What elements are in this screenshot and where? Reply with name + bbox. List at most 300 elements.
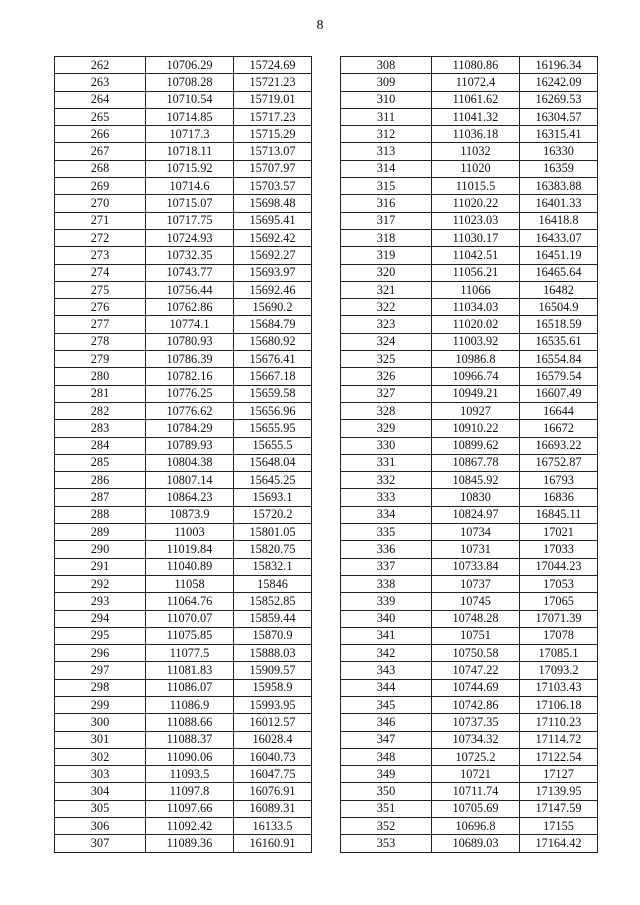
y-coordinate-cell: 16315.41 (520, 126, 598, 143)
point-number-cell: 287 (55, 489, 146, 506)
y-coordinate-cell: 16089.31 (234, 800, 312, 817)
y-coordinate-cell: 16359 (520, 160, 598, 177)
point-number-cell: 285 (55, 454, 146, 471)
y-coordinate-cell: 17071.39 (520, 610, 598, 627)
table-row (341, 818, 598, 835)
x-coordinate-cell: 10747.22 (432, 662, 520, 679)
y-coordinate-cell: 15717.23 (234, 108, 312, 125)
table-row (341, 454, 598, 471)
y-coordinate-cell: 16269.53 (520, 91, 598, 108)
y-coordinate-cell: 16518.59 (520, 316, 598, 333)
table-row (341, 662, 598, 679)
x-coordinate-cell: 11072.4 (432, 74, 520, 91)
table-row (341, 195, 598, 212)
table-row (55, 783, 312, 800)
y-coordinate-cell: 17110.23 (520, 714, 598, 731)
x-coordinate-cell: 11077.5 (146, 645, 234, 662)
x-coordinate-cell: 11097.66 (146, 800, 234, 817)
point-number-cell: 296 (55, 645, 146, 662)
point-number-cell: 298 (55, 679, 146, 696)
x-coordinate-cell: 10750.58 (432, 645, 520, 662)
y-coordinate-cell: 17085.1 (520, 645, 598, 662)
x-coordinate-cell: 10966.74 (432, 368, 520, 385)
point-number-cell: 268 (55, 160, 146, 177)
x-coordinate-cell: 10748.28 (432, 610, 520, 627)
x-coordinate-cell: 10718.11 (146, 143, 234, 160)
x-coordinate-cell: 10743.77 (146, 264, 234, 281)
y-coordinate-cell: 16040.73 (234, 748, 312, 765)
point-number-cell: 338 (341, 575, 432, 592)
point-number-cell: 332 (341, 472, 432, 489)
x-coordinate-cell: 10714.6 (146, 178, 234, 195)
y-coordinate-cell: 15852.85 (234, 593, 312, 610)
y-coordinate-cell: 17093.2 (520, 662, 598, 679)
y-coordinate-cell: 15721.23 (234, 74, 312, 91)
table-row (55, 524, 312, 541)
point-number-cell: 291 (55, 558, 146, 575)
table-row (341, 74, 598, 91)
table-row (341, 229, 598, 246)
y-coordinate-cell: 15703.57 (234, 178, 312, 195)
table-row (55, 351, 312, 368)
table-row (341, 91, 598, 108)
y-coordinate-cell: 17139.95 (520, 783, 598, 800)
point-number-cell: 283 (55, 420, 146, 437)
x-coordinate-cell: 10744.69 (432, 679, 520, 696)
coordinates-table-left (54, 56, 312, 853)
y-coordinate-cell: 15684.79 (234, 316, 312, 333)
table-row (341, 368, 598, 385)
x-coordinate-cell: 11088.37 (146, 731, 234, 748)
y-coordinate-cell: 15698.48 (234, 195, 312, 212)
y-coordinate-cell: 16535.61 (520, 333, 598, 350)
x-coordinate-cell: 11040.89 (146, 558, 234, 575)
y-coordinate-cell: 17122.54 (520, 748, 598, 765)
table-row (341, 835, 598, 852)
y-coordinate-cell: 16012.57 (234, 714, 312, 731)
y-coordinate-cell: 15888.03 (234, 645, 312, 662)
x-coordinate-cell: 10715.07 (146, 195, 234, 212)
y-coordinate-cell: 16845.11 (520, 506, 598, 523)
y-coordinate-cell: 16579.54 (520, 368, 598, 385)
point-number-cell: 336 (341, 541, 432, 558)
table-row (341, 316, 598, 333)
y-coordinate-cell: 15667.18 (234, 368, 312, 385)
y-coordinate-cell: 16028.4 (234, 731, 312, 748)
table-row (55, 472, 312, 489)
y-coordinate-cell: 15695.41 (234, 212, 312, 229)
y-coordinate-cell: 15655.95 (234, 420, 312, 437)
point-number-cell: 267 (55, 143, 146, 160)
table-row (341, 731, 598, 748)
table-row (341, 524, 598, 541)
point-number-cell: 351 (341, 800, 432, 817)
table-row (341, 385, 598, 402)
x-coordinate-cell: 11089.36 (146, 835, 234, 852)
table-row (341, 212, 598, 229)
x-coordinate-cell: 10762.86 (146, 299, 234, 316)
point-number-cell: 302 (55, 748, 146, 765)
point-number-cell: 297 (55, 662, 146, 679)
y-coordinate-cell: 15656.96 (234, 402, 312, 419)
x-coordinate-cell: 11070.07 (146, 610, 234, 627)
point-number-cell: 289 (55, 524, 146, 541)
table-row (55, 402, 312, 419)
y-coordinate-cell: 15680.92 (234, 333, 312, 350)
table-row (341, 333, 598, 350)
table-row (341, 610, 598, 627)
y-coordinate-cell: 16465.64 (520, 264, 598, 281)
point-number-cell: 324 (341, 333, 432, 350)
table-row (55, 264, 312, 281)
y-coordinate-cell: 16504.9 (520, 299, 598, 316)
y-coordinate-cell: 15719.01 (234, 91, 312, 108)
y-coordinate-cell: 17106.18 (520, 696, 598, 713)
x-coordinate-cell: 11093.5 (146, 766, 234, 783)
point-number-cell: 270 (55, 195, 146, 212)
point-number-cell: 272 (55, 229, 146, 246)
x-coordinate-cell: 11041.32 (432, 108, 520, 125)
y-coordinate-cell: 17044.23 (520, 558, 598, 575)
table-row (55, 57, 312, 74)
y-coordinate-cell: 16330 (520, 143, 598, 160)
table-row (341, 558, 598, 575)
point-number-cell: 282 (55, 402, 146, 419)
point-number-cell: 273 (55, 247, 146, 264)
y-coordinate-cell: 16451.19 (520, 247, 598, 264)
point-number-cell: 263 (55, 74, 146, 91)
table-row (341, 748, 598, 765)
x-coordinate-cell: 10780.93 (146, 333, 234, 350)
point-number-cell: 328 (341, 402, 432, 419)
y-coordinate-cell: 17033 (520, 541, 598, 558)
table-row (55, 454, 312, 471)
y-coordinate-cell: 16607.49 (520, 385, 598, 402)
y-coordinate-cell: 16433.07 (520, 229, 598, 246)
x-coordinate-cell: 10804.38 (146, 454, 234, 471)
y-coordinate-cell: 15801.05 (234, 524, 312, 541)
y-coordinate-cell: 16644 (520, 402, 598, 419)
x-coordinate-cell: 11090.06 (146, 748, 234, 765)
x-coordinate-cell: 10745 (432, 593, 520, 610)
table-row (341, 143, 598, 160)
y-coordinate-cell: 16076.91 (234, 783, 312, 800)
point-number-cell: 274 (55, 264, 146, 281)
table-row (341, 57, 598, 74)
y-coordinate-cell: 15707.97 (234, 160, 312, 177)
x-coordinate-cell: 11034.03 (432, 299, 520, 316)
table-row (55, 593, 312, 610)
x-coordinate-cell: 11086.9 (146, 696, 234, 713)
y-coordinate-cell: 16793 (520, 472, 598, 489)
table-row (55, 818, 312, 835)
point-number-cell: 305 (55, 800, 146, 817)
point-number-cell: 350 (341, 783, 432, 800)
table-row (55, 108, 312, 125)
x-coordinate-cell: 11032 (432, 143, 520, 160)
y-coordinate-cell: 16047.75 (234, 766, 312, 783)
point-number-cell: 318 (341, 229, 432, 246)
x-coordinate-cell: 10737.35 (432, 714, 520, 731)
point-number-cell: 304 (55, 783, 146, 800)
table-row (341, 472, 598, 489)
point-number-cell: 322 (341, 299, 432, 316)
y-coordinate-cell: 15648.04 (234, 454, 312, 471)
table-row (55, 368, 312, 385)
table-row (341, 506, 598, 523)
y-coordinate-cell: 15846 (234, 575, 312, 592)
table-row (55, 195, 312, 212)
x-coordinate-cell: 10756.44 (146, 281, 234, 298)
point-number-cell: 276 (55, 299, 146, 316)
point-number-cell: 346 (341, 714, 432, 731)
x-coordinate-cell: 10776.62 (146, 402, 234, 419)
point-number-cell: 321 (341, 281, 432, 298)
table-row (341, 766, 598, 783)
table-row (55, 766, 312, 783)
table-row (341, 714, 598, 731)
point-number-cell: 292 (55, 575, 146, 592)
table-row (341, 420, 598, 437)
table-row (55, 229, 312, 246)
y-coordinate-cell: 16418.8 (520, 212, 598, 229)
y-coordinate-cell: 15820.75 (234, 541, 312, 558)
y-coordinate-cell: 16752.87 (520, 454, 598, 471)
y-coordinate-cell: 16383.88 (520, 178, 598, 195)
y-coordinate-cell: 15720.2 (234, 506, 312, 523)
point-number-cell: 293 (55, 593, 146, 610)
table-row (55, 610, 312, 627)
table-row (55, 333, 312, 350)
y-coordinate-cell: 16242.09 (520, 74, 598, 91)
y-coordinate-cell: 15832.1 (234, 558, 312, 575)
table-row (341, 351, 598, 368)
point-number-cell: 349 (341, 766, 432, 783)
x-coordinate-cell: 11097.8 (146, 783, 234, 800)
y-coordinate-cell: 17103.43 (520, 679, 598, 696)
table-row (55, 714, 312, 731)
point-number-cell: 301 (55, 731, 146, 748)
y-coordinate-cell: 16554.84 (520, 351, 598, 368)
point-number-cell: 330 (341, 437, 432, 454)
x-coordinate-cell: 11003 (146, 524, 234, 541)
x-coordinate-cell: 10717.75 (146, 212, 234, 229)
x-coordinate-cell: 10696.8 (432, 818, 520, 835)
point-number-cell: 331 (341, 454, 432, 471)
x-coordinate-cell: 10899.62 (432, 437, 520, 454)
table-row (55, 143, 312, 160)
point-number-cell: 352 (341, 818, 432, 835)
y-coordinate-cell: 15724.69 (234, 57, 312, 74)
x-coordinate-cell: 11080.86 (432, 57, 520, 74)
x-coordinate-cell: 10725.2 (432, 748, 520, 765)
table-row (55, 316, 312, 333)
point-number-cell: 277 (55, 316, 146, 333)
table-row (341, 126, 598, 143)
point-number-cell: 294 (55, 610, 146, 627)
table-row (341, 178, 598, 195)
x-coordinate-cell: 10711.74 (432, 783, 520, 800)
x-coordinate-cell: 11015.5 (432, 178, 520, 195)
table-row (341, 281, 598, 298)
y-coordinate-cell: 16133.5 (234, 818, 312, 835)
table-row (341, 696, 598, 713)
table-row (341, 627, 598, 644)
y-coordinate-cell: 17021 (520, 524, 598, 541)
x-coordinate-cell: 11061.62 (432, 91, 520, 108)
coordinates-table-right (340, 56, 598, 853)
y-coordinate-cell: 17078 (520, 627, 598, 644)
x-coordinate-cell: 11075.85 (146, 627, 234, 644)
y-coordinate-cell: 15659.58 (234, 385, 312, 402)
point-number-cell: 279 (55, 351, 146, 368)
y-coordinate-cell: 17065 (520, 593, 598, 610)
x-coordinate-cell: 10807.14 (146, 472, 234, 489)
y-coordinate-cell: 16482 (520, 281, 598, 298)
point-number-cell: 326 (341, 368, 432, 385)
point-number-cell: 335 (341, 524, 432, 541)
table-row (341, 783, 598, 800)
table-row (55, 835, 312, 852)
point-number-cell: 329 (341, 420, 432, 437)
y-coordinate-cell: 17114.72 (520, 731, 598, 748)
point-number-cell: 309 (341, 74, 432, 91)
y-coordinate-cell: 17164.42 (520, 835, 598, 852)
y-coordinate-cell: 15859.44 (234, 610, 312, 627)
x-coordinate-cell: 11092.42 (146, 818, 234, 835)
point-number-cell: 323 (341, 316, 432, 333)
y-coordinate-cell: 16836 (520, 489, 598, 506)
x-coordinate-cell: 10845.92 (432, 472, 520, 489)
table-row (341, 108, 598, 125)
table-row (341, 541, 598, 558)
y-coordinate-cell: 15692.27 (234, 247, 312, 264)
point-number-cell: 325 (341, 351, 432, 368)
table-row (55, 160, 312, 177)
table-row (341, 489, 598, 506)
table-row (55, 800, 312, 817)
point-number-cell: 347 (341, 731, 432, 748)
x-coordinate-cell: 11058 (146, 575, 234, 592)
x-coordinate-cell: 10714.85 (146, 108, 234, 125)
point-number-cell: 342 (341, 645, 432, 662)
point-number-cell: 340 (341, 610, 432, 627)
point-number-cell: 327 (341, 385, 432, 402)
point-number-cell: 348 (341, 748, 432, 765)
point-number-cell: 271 (55, 212, 146, 229)
x-coordinate-cell: 10710.54 (146, 91, 234, 108)
table-row (55, 679, 312, 696)
point-number-cell: 312 (341, 126, 432, 143)
table-row (341, 679, 598, 696)
table-row (55, 437, 312, 454)
x-coordinate-cell: 10724.93 (146, 229, 234, 246)
y-coordinate-cell: 15713.07 (234, 143, 312, 160)
point-number-cell: 262 (55, 57, 146, 74)
y-coordinate-cell: 17155 (520, 818, 598, 835)
point-number-cell: 316 (341, 195, 432, 212)
x-coordinate-cell: 10706.29 (146, 57, 234, 74)
x-coordinate-cell: 11023.03 (432, 212, 520, 229)
table-row (341, 160, 598, 177)
table-row (55, 541, 312, 558)
table-row (341, 402, 598, 419)
x-coordinate-cell: 11042.51 (432, 247, 520, 264)
x-coordinate-cell: 11036.18 (432, 126, 520, 143)
table-row (55, 420, 312, 437)
point-number-cell: 265 (55, 108, 146, 125)
x-coordinate-cell: 11030.17 (432, 229, 520, 246)
point-number-cell: 314 (341, 160, 432, 177)
y-coordinate-cell: 17127 (520, 766, 598, 783)
x-coordinate-cell: 11019.84 (146, 541, 234, 558)
x-coordinate-cell: 10708.28 (146, 74, 234, 91)
y-coordinate-cell: 15958.9 (234, 679, 312, 696)
point-number-cell: 333 (341, 489, 432, 506)
x-coordinate-cell: 11066 (432, 281, 520, 298)
x-coordinate-cell: 10734.32 (432, 731, 520, 748)
y-coordinate-cell: 16160.91 (234, 835, 312, 852)
point-number-cell: 310 (341, 91, 432, 108)
point-number-cell: 341 (341, 627, 432, 644)
x-coordinate-cell: 11003.92 (432, 333, 520, 350)
point-number-cell: 288 (55, 506, 146, 523)
table-row (55, 731, 312, 748)
y-coordinate-cell: 16672 (520, 420, 598, 437)
table-row (55, 575, 312, 592)
y-coordinate-cell: 15692.42 (234, 229, 312, 246)
x-coordinate-cell: 11020 (432, 160, 520, 177)
point-number-cell: 343 (341, 662, 432, 679)
table-row (55, 299, 312, 316)
x-coordinate-cell: 10867.78 (432, 454, 520, 471)
y-coordinate-cell: 15715.29 (234, 126, 312, 143)
table-row (55, 558, 312, 575)
table-row (341, 247, 598, 264)
x-coordinate-cell: 10721 (432, 766, 520, 783)
point-number-cell: 308 (341, 57, 432, 74)
table-row (341, 575, 598, 592)
point-number-cell: 344 (341, 679, 432, 696)
table-row (55, 489, 312, 506)
x-coordinate-cell: 10715.92 (146, 160, 234, 177)
x-coordinate-cell: 10910.22 (432, 420, 520, 437)
x-coordinate-cell: 10873.9 (146, 506, 234, 523)
point-number-cell: 303 (55, 766, 146, 783)
point-number-cell: 307 (55, 835, 146, 852)
x-coordinate-cell: 10732.35 (146, 247, 234, 264)
point-number-cell: 290 (55, 541, 146, 558)
table-row (55, 178, 312, 195)
point-number-cell: 317 (341, 212, 432, 229)
point-number-cell: 278 (55, 333, 146, 350)
point-number-cell: 266 (55, 126, 146, 143)
y-coordinate-cell: 15645.25 (234, 472, 312, 489)
table-row (55, 662, 312, 679)
x-coordinate-cell: 10776.25 (146, 385, 234, 402)
point-number-cell: 353 (341, 835, 432, 852)
y-coordinate-cell: 15690.2 (234, 299, 312, 316)
point-number-cell: 313 (341, 143, 432, 160)
table-row (55, 506, 312, 523)
y-coordinate-cell: 15693.1 (234, 489, 312, 506)
x-coordinate-cell: 10705.69 (432, 800, 520, 817)
point-number-cell: 339 (341, 593, 432, 610)
table-row (55, 627, 312, 644)
x-coordinate-cell: 11056.21 (432, 264, 520, 281)
table-row (341, 437, 598, 454)
x-coordinate-cell: 10751 (432, 627, 520, 644)
